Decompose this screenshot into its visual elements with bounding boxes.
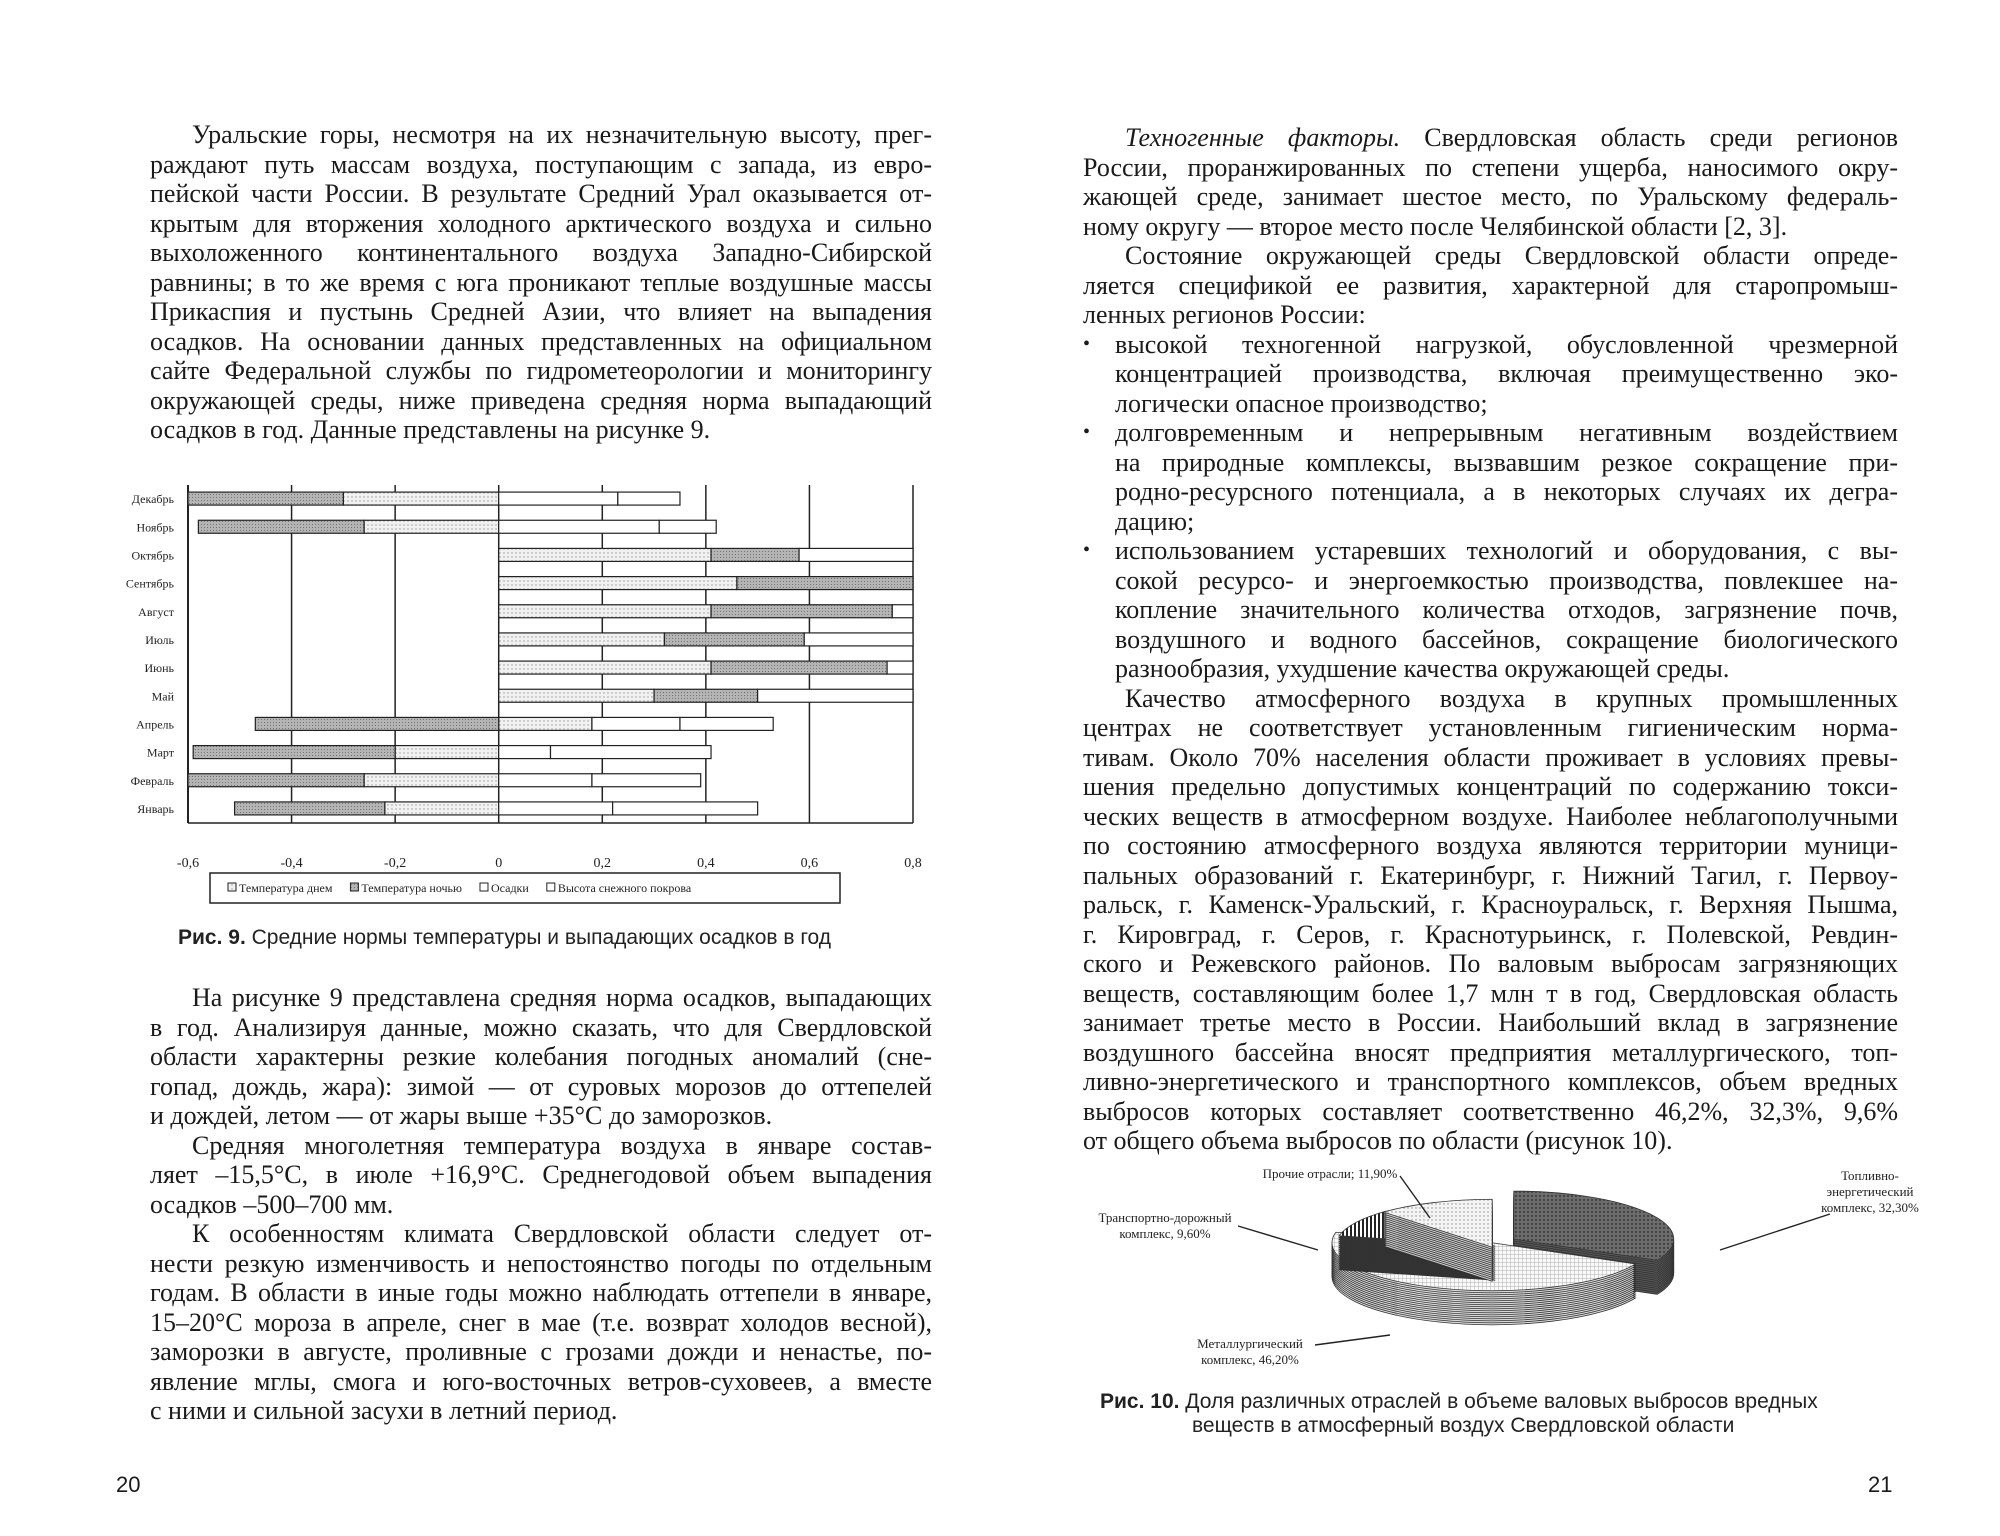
fig9-caption xyxy=(178,926,831,950)
pie-label: Топливно- xyxy=(1841,1168,1899,1183)
text-line: Прикаспия и пустынь Средней Азии, что влияет на выпадения xyxy=(150,297,932,326)
bar-segment xyxy=(364,520,499,533)
bar-segment xyxy=(758,689,913,702)
legend-swatch xyxy=(547,883,555,891)
bar-segment xyxy=(235,802,385,815)
bar-segment xyxy=(499,746,551,759)
y-tick-label: Февраль xyxy=(130,773,174,788)
y-tick-label: Июль xyxy=(145,632,174,647)
x-tick-label: -0,4 xyxy=(280,856,303,871)
bar-segment xyxy=(499,548,711,561)
y-tick-label: Апрель xyxy=(136,717,174,732)
legend-label: Высота снежного покрова xyxy=(557,881,692,895)
right-para-1-first-line xyxy=(1083,123,1898,153)
bar-segment xyxy=(499,717,592,730)
pie-label: комплекс, 9,60% xyxy=(1119,1226,1211,1241)
text-line: явление мглы, смога и юго-восточных ветров-суховеев, а вместе xyxy=(150,1366,932,1396)
pie-label: комплекс, 46,20% xyxy=(1201,1352,1299,1367)
bar-segment xyxy=(255,717,498,730)
leader-line xyxy=(1720,1214,1830,1250)
bar-segment xyxy=(499,492,618,505)
left-para-4 xyxy=(150,1219,932,1426)
left-para-3 xyxy=(150,1131,932,1220)
text-line: жающей среде, занимает шестое место, по Уральскому федераль- xyxy=(1083,182,1898,211)
text-line: осадков в год. Данные представлены на рисунке 9. xyxy=(150,415,711,444)
text-line: России, проранжированных по степени ущерба, наносимого окру- xyxy=(1083,152,1898,182)
page-number-right: 21 xyxy=(1868,1472,1893,1497)
legend-swatch xyxy=(480,883,488,891)
bullet-icon: • xyxy=(1083,421,1091,443)
text-line: ляется спецификой ее развития, характерной для старопромыш- xyxy=(1083,270,1898,300)
legend-swatch xyxy=(350,883,358,891)
pie-label: комплекс, 32,30% xyxy=(1821,1200,1919,1215)
text-line: годам. В области в иные годы можно наблюдать оттепели в январе, xyxy=(150,1278,932,1307)
text-line: Уральские горы, несмотря на их незначительную высоту, прег- xyxy=(192,120,932,149)
bar-segment xyxy=(711,548,799,561)
left-para-2 xyxy=(150,983,932,1131)
text-line: пальных образований г. Екатеринбург, г. Нижний Тагил, г. Первоу- xyxy=(1083,860,1898,890)
bar-segment xyxy=(654,689,758,702)
bar-segment xyxy=(198,520,364,533)
bar-segment xyxy=(737,577,913,590)
fig10-caption-line-1: Доля различных отраслей в объеме валовых выбросов вредных xyxy=(1179,1390,1818,1413)
bar-segment xyxy=(711,661,887,674)
fig10-caption-label: Рис. 10. xyxy=(1100,1390,1180,1413)
text-line: высокой техногенной нагрузкой, обусловленной чрезмерной xyxy=(1115,329,1898,359)
text-line: г. Кировград, г. Серов, г. Краснотурьинск, г. Полевской, Ревдин- xyxy=(1083,919,1898,949)
fig9-caption-text: Средние нормы температуры и выпадающих осадков в год xyxy=(245,926,832,949)
legend-label: Температура днем xyxy=(239,881,333,895)
text-line: шения предельно допустимых концентраций по содержанию токси- xyxy=(1083,772,1898,801)
bullet-item xyxy=(1083,536,1898,684)
text-line: области характерны резкие колебания погодных аномалий (сне- xyxy=(150,1042,932,1071)
text-line: и дождей, летом — от жары выше +35°С до заморозков. xyxy=(150,1101,773,1130)
bar-segment xyxy=(499,661,711,674)
text-line: веществ, составляющим более 1,7 млн т в год, Свердловская область xyxy=(1083,978,1898,1008)
bullet-text xyxy=(1115,536,1898,684)
x-tick-label: -0,6 xyxy=(176,856,200,871)
y-tick-label: Май xyxy=(151,689,174,704)
right-para-2 xyxy=(1083,241,1898,330)
text-line: заморозки в августе, проливные с грозами дожди и ненастье, по- xyxy=(150,1337,932,1366)
text-line: выхоложенного континентального воздуха Западно-Сибирской xyxy=(150,238,932,267)
text-line: ческих веществ в атмосферном воздухе. Наиболее неблагополучными xyxy=(1083,801,1898,831)
text-line: К особенностям климата Свердловской области следует от- xyxy=(192,1219,932,1248)
right-body xyxy=(1083,123,1898,1156)
bar-segment xyxy=(188,774,364,787)
right-para-1 xyxy=(1083,153,1898,242)
text-line: воздушного и водного бассейнов, сокращение биологического xyxy=(1115,624,1898,654)
x-tick-label: 0,8 xyxy=(904,856,922,871)
y-tick-label: Январь xyxy=(137,801,174,816)
text-line: по состоянию атмосферного воздуха являются территории муници- xyxy=(1083,831,1898,860)
bar-segment xyxy=(804,633,913,646)
legend-label: Осадки xyxy=(490,881,529,895)
text-line: занимает третье место в России. Наибольший вклад в загрязнение xyxy=(1083,1008,1898,1037)
text-line: сайте Федеральной службы по гидрометеорологии и мониторингу xyxy=(150,356,932,385)
bullet-item xyxy=(1083,418,1898,536)
x-tick-label: 0,6 xyxy=(800,856,819,871)
bullet-list xyxy=(1083,330,1898,684)
bar-segment xyxy=(892,605,913,618)
legend xyxy=(210,873,840,903)
leader-line xyxy=(1238,1226,1318,1250)
text-line: гопад, дождь, жара): зимой — от суровых морозов до оттепелей xyxy=(150,1071,932,1101)
left-body-lower xyxy=(150,983,932,1426)
bar-segment xyxy=(385,802,499,815)
bar-segment xyxy=(364,774,499,787)
bullet-icon: • xyxy=(1083,332,1091,355)
text-line: разнообразия, ухудшение качества окружающей среды. xyxy=(1115,654,1730,683)
text-line: ского и Режевского районов. По валовым выбросам загрязняющих xyxy=(1083,949,1898,978)
text-line: от общего объема выбросов по области (рисунок 10). xyxy=(1083,1126,1673,1155)
text-line: сокой ресурсо- и энергоемкостью производства, повлекшее на- xyxy=(1115,565,1898,595)
text-line: логически опасное производство; xyxy=(1115,388,1488,418)
y-tick-label: Март xyxy=(146,745,174,760)
text-line: Качество атмосферного воздуха в крупных промышленных xyxy=(1125,683,1898,713)
text-line: осадков. На основании данных представленных на официальном xyxy=(150,326,932,356)
bar-segment xyxy=(551,746,712,759)
text-line: родно-ресурсного потенциала, а в некоторых случаях их дегра- xyxy=(1115,477,1898,506)
pie-label: энергетический xyxy=(1826,1184,1914,1199)
text-line: Состояние окружающей среды Свердловской области опреде- xyxy=(1125,241,1898,270)
pie-label: Прочие отрасли; 11,90% xyxy=(1262,1166,1398,1181)
x-tick-label: 0 xyxy=(495,856,503,871)
text-line: воздушного бассейна вносят предприятия металлургического, топ- xyxy=(1083,1037,1898,1067)
bullet-icon: • xyxy=(1083,539,1091,561)
bar-segment xyxy=(613,802,758,815)
text-line: долговременным и непрерывным негативным воздействием xyxy=(1115,418,1898,447)
bar-segment xyxy=(499,520,660,533)
text-line: крытым для вторжения холодного арктического воздуха и сильно xyxy=(150,208,932,238)
bullet-item xyxy=(1083,330,1898,419)
text-line: На рисунке 9 представлена средняя норма осадков, выпадающих xyxy=(192,983,932,1012)
legend-swatch xyxy=(228,883,236,891)
x-tick-label: 0,4 xyxy=(697,856,715,871)
text-line: ливно-энергетического и транспортного комплексов, объем вредных xyxy=(1083,1067,1898,1096)
page-number-left: 20 xyxy=(116,1472,141,1497)
text-line: 15–20°С мороза в апреле, снег в мае (т.е. возврат холодов весной), xyxy=(150,1307,932,1337)
left-para-1 xyxy=(150,120,932,445)
bar-segment xyxy=(887,661,913,674)
fig9-caption-label: Рис. 9. xyxy=(178,926,246,949)
bar-segment xyxy=(659,520,716,533)
pie-label: Металлургический xyxy=(1197,1336,1303,1351)
bar-segment xyxy=(680,717,773,730)
text-line: осадков –500–700 мм. xyxy=(150,1189,394,1219)
bar-segment xyxy=(592,774,701,787)
text-line: окружающей среды, ниже приведена средняя норма выпадающий xyxy=(150,385,932,415)
bar-segment xyxy=(188,492,343,505)
bar-segment xyxy=(799,548,913,561)
y-tick-label: Ноябрь xyxy=(136,520,174,535)
text-line: тивам. Около 70% населения области проживает в условиях превы- xyxy=(1083,742,1898,772)
bar-segment xyxy=(193,746,395,759)
bar-chart-fig9 xyxy=(110,475,940,905)
text-line: концентрацией производства, включая преимущественно эко- xyxy=(1115,359,1898,388)
bar-segment xyxy=(592,717,680,730)
bar-segment xyxy=(499,633,665,646)
text-line: использованием устаревших технологий и оборудования, с вы- xyxy=(1115,536,1898,565)
x-tick-label: -0,2 xyxy=(384,856,407,871)
text-line: ленных регионов России: xyxy=(1083,300,1366,329)
bar-segment xyxy=(499,689,654,702)
fig10-caption xyxy=(1100,1390,1818,1438)
text-line: на природные комплексы, вызвавшим резкое сокращение при- xyxy=(1115,447,1898,477)
text-line: раждают путь массам воздуха, поступающим с запада, из евро- xyxy=(150,149,932,179)
bar-segment xyxy=(499,802,613,815)
text-line: ному округу — второе место после Челябинской области [2, 3]. xyxy=(1083,211,1788,241)
y-tick-label: Сентябрь xyxy=(125,576,174,591)
y-tick-label: Июнь xyxy=(144,661,174,676)
text-line: равнины; в то же время с юга проникают теплые воздушные массы xyxy=(150,267,932,297)
y-tick-label: Декабрь xyxy=(131,492,174,507)
text-line: нести резкую изменчивость и непостоянство погоды по отдельным xyxy=(150,1248,932,1278)
text-line: копление значительного количества отходов, загрязнение почв, xyxy=(1115,595,1898,624)
y-tick-label: Август xyxy=(138,604,174,619)
pie-chart-fig10 xyxy=(1070,1150,1950,1380)
right-para-3 xyxy=(1083,684,1898,1156)
text-line: в год. Анализируя данные, можно сказать, что для Свердловской xyxy=(150,1012,932,1042)
text-line: выбросов которых составляет соответственно 46,2%, 32,3%, 9,6% xyxy=(1083,1096,1898,1126)
text-line: пейской части России. В результате Средний Урал оказывается от- xyxy=(150,179,932,208)
bar-segment xyxy=(499,774,592,787)
bar-segment xyxy=(664,633,804,646)
pie-label: Транспортно-дорожный xyxy=(1098,1210,1232,1225)
bar-segment xyxy=(499,605,711,618)
text-line: ляет –15,5°С, в июле +16,9°С. Среднегодовой объем выпадения xyxy=(150,1160,932,1189)
fig10-caption-line-2: веществ в атмосферный воздух Свердловской области xyxy=(1192,1414,1735,1437)
section-heading-italic: Техногенные факторы. xyxy=(1125,123,1401,152)
text-line: центрах не соответствует установленным гигиеническим норма- xyxy=(1083,713,1898,742)
legend-label: Температура ночью xyxy=(361,881,462,895)
bar-segment xyxy=(499,577,737,590)
bullet-text xyxy=(1115,330,1898,419)
text-line: с ними и сильной засухи в летний период. xyxy=(150,1396,618,1425)
text-line: Средняя многолетняя температура воздуха в январе состав- xyxy=(192,1130,932,1160)
bar-segment xyxy=(618,492,680,505)
bar-segment xyxy=(395,746,499,759)
text-line: ральск, г. Каменск-Уральский, г. Красноуральск, г. Верхняя Пышма, xyxy=(1083,890,1898,919)
x-tick-label: 0,2 xyxy=(593,856,612,871)
bullet-text xyxy=(1115,418,1898,536)
y-tick-label: Октябрь xyxy=(131,548,174,563)
bar-segment xyxy=(711,605,892,618)
right-para-1-first-rest: Свердловская область среди регионов xyxy=(1400,123,1899,152)
bar-segment xyxy=(343,492,498,505)
text-line: дацию; xyxy=(1115,506,1195,536)
leader-line xyxy=(1315,1335,1390,1345)
